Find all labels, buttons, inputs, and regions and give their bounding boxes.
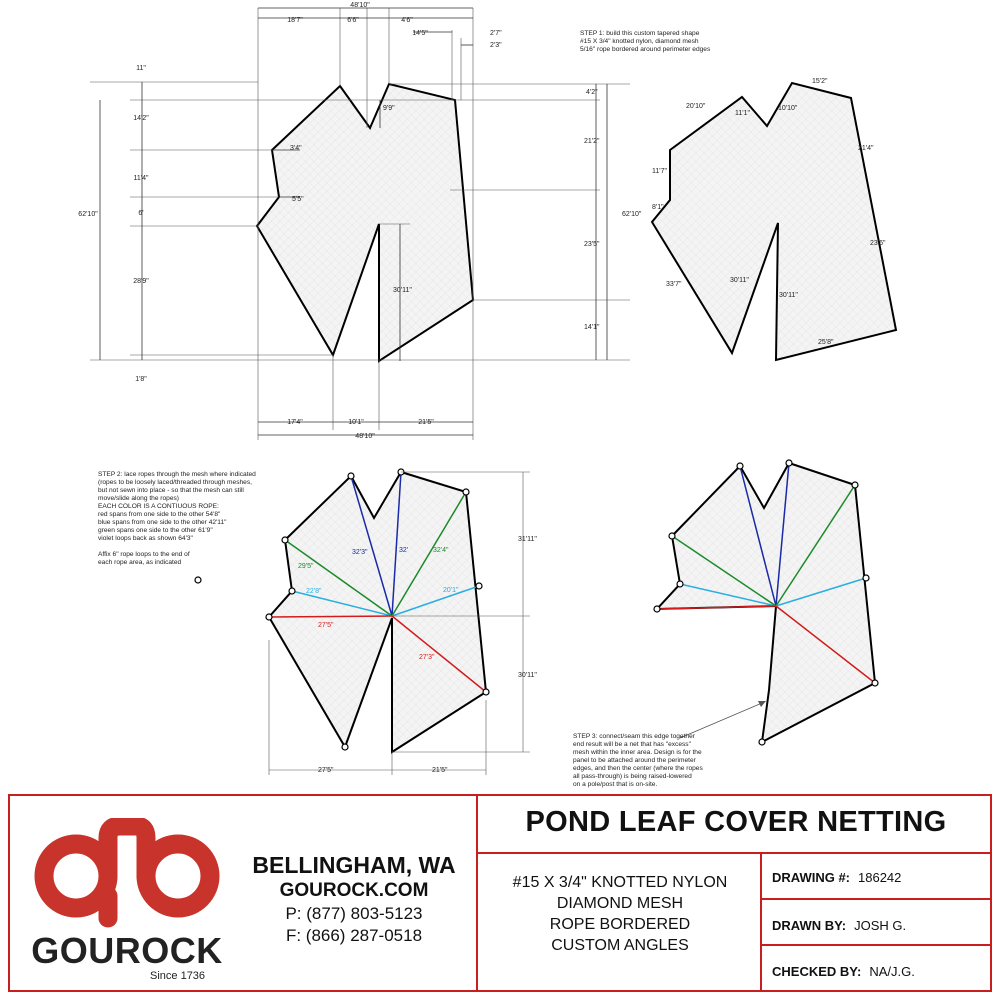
step3-note — [573, 733, 703, 789]
rope-length-label: 32'3" — [352, 549, 368, 556]
red-rope — [269, 616, 392, 617]
dim-notch: 9'9" — [383, 105, 395, 112]
dim-right-a: 4'2" — [586, 89, 598, 96]
dim-bottom-b: 10'1" — [348, 419, 364, 426]
step-line: end result will be a net that has "excess" — [573, 741, 691, 748]
rope-loop-icon — [282, 537, 288, 543]
dim-left-f: 1'8" — [135, 376, 147, 383]
checked-by-value: NA/J.G. — [869, 964, 915, 979]
dim-inset-b: 5'5" — [292, 196, 304, 203]
checked-by-field — [772, 964, 915, 979]
edge-label: 23'6" — [870, 240, 886, 247]
logo-wordmark: GOUROCK — [31, 930, 223, 971]
step-line: but not sewn into place - so that the mesh can still — [98, 487, 244, 494]
rope-loop-icon — [669, 533, 675, 539]
dim-left-b: 14'2" — [133, 115, 149, 122]
rope-dim-label: 30'11" — [518, 672, 537, 679]
logo-since: Since 1736 — [150, 970, 206, 982]
step-line: each rope area, as indicated — [98, 559, 182, 566]
rope-loop-icon — [654, 606, 660, 612]
step-line: violet loops back as shown 64'3" — [98, 535, 193, 542]
edge-label: 33'7" — [666, 281, 682, 288]
rope-length-label: 27'5" — [318, 622, 334, 629]
edge-label: 10'10" — [778, 105, 798, 112]
rope-loop-icon — [342, 744, 348, 750]
step-line: mesh within the inner area. Design is for the — [573, 749, 702, 756]
dim-left-a: 11" — [136, 65, 146, 72]
dim-top-b: 6'6" — [347, 17, 359, 24]
dim-top-f: 2'3" — [490, 42, 502, 49]
step1-note — [580, 30, 710, 54]
dimensioned-shape-figure — [78, 0, 642, 440]
rope-loop-icon — [348, 473, 354, 479]
step-line — [98, 543, 256, 551]
step-line: (ropes to be loosely laced/threaded through meshes, — [98, 479, 252, 486]
drawing-number-label: DRAWING #: — [772, 870, 850, 885]
dim-right-c: 23'5" — [584, 241, 600, 248]
step-line: edges, and then the center (where the ropes — [573, 765, 703, 772]
drawn-by-field — [772, 918, 906, 933]
spec-line: DIAMOND MESH — [556, 895, 684, 912]
rope-length-label: 22'8" — [306, 588, 322, 595]
spec-line: CUSTOM ANGLES — [551, 937, 689, 954]
rope-loop-icon — [872, 680, 878, 686]
step-line: on a pole/post that is on-site. — [573, 781, 658, 788]
step-line: Affix 6" rope loops to the end of — [98, 551, 190, 558]
dim-right-d: 14'1" — [584, 324, 600, 331]
drawing-number-value: 186242 — [858, 870, 902, 885]
rope-length-label: 32'4" — [433, 547, 449, 554]
dim-top-d: 14'5" — [412, 30, 428, 37]
dim-left-e: 28'9" — [133, 278, 149, 285]
dim-bottom-overall: 48'10" — [355, 433, 375, 440]
step-line: green spans one side to the other 61'9" — [98, 527, 213, 534]
rope-dim-label: 31'11" — [518, 536, 537, 543]
company-website[interactable]: GOUROCK.COM — [279, 880, 429, 901]
rope-length-label: 27'3" — [419, 654, 435, 661]
rope-loop-legend-icon — [195, 577, 201, 583]
rope-loop-icon — [677, 581, 683, 587]
dim-inset-a: 3'4" — [290, 145, 302, 152]
rope-dim-label: 21'5" — [432, 767, 448, 774]
net-panel-edges — [652, 83, 896, 360]
step-line: red spans from one side to the other 54'8" — [98, 511, 221, 518]
step2-note — [98, 471, 256, 567]
rope-loop-icon — [786, 460, 792, 466]
step-line: EACH COLOR IS A CONTIUOUS ROPE: — [98, 503, 219, 510]
step-line: panel to be attached around the perimeter — [573, 757, 696, 764]
dim-right-overall: 62'10" — [622, 211, 642, 218]
company-city: BELLINGHAM, WA — [252, 852, 456, 878]
gourock-logo-icon — [24, 818, 230, 928]
rope-loop-icon — [759, 739, 765, 745]
edge-label: 30'11" — [779, 292, 798, 299]
step-line: STEP 1: build this custom tapered shape — [580, 30, 700, 37]
dim-left-overall: 62'10" — [78, 211, 98, 218]
edge-label: 15'2" — [812, 78, 828, 85]
step-line: all pass-through) is being raised-lowered — [573, 773, 692, 780]
dim-left-d: 6' — [138, 210, 144, 217]
dim-left-c: 11'4" — [133, 175, 149, 182]
step-line: move/slide along the ropes) — [98, 495, 180, 502]
step-line: STEP 2: lace ropes through the mesh where indicated — [98, 471, 256, 478]
rope-length-label: 20'1" — [443, 587, 459, 594]
rope-loop-icon — [476, 583, 482, 589]
dim-right-b: 21'2" — [584, 138, 600, 145]
step-line: #15 X 3/4" knotted nylon, diamond mesh — [580, 38, 699, 45]
edge-label: 20'10" — [686, 103, 706, 110]
dim-slit: 30'11" — [393, 287, 412, 294]
rope-loop-icon — [852, 482, 858, 488]
rope-loop-icon — [289, 588, 295, 594]
rope-loop-icon — [463, 489, 469, 495]
edge-label: 8'1" — [652, 204, 664, 211]
company-fax: F: (866) 287-0518 — [285, 926, 423, 945]
spec-line: ROPE BORDERED — [549, 916, 691, 933]
checked-by-label: CHECKED BY: — [772, 964, 862, 979]
rope-length-label: 32' — [399, 547, 409, 554]
product-spec — [480, 872, 760, 956]
rope-loop-icon — [863, 575, 869, 581]
dim-top-overall: 48'10" — [350, 2, 370, 9]
net-panel-dimensioned — [257, 84, 473, 361]
edge-label: 21'4" — [858, 145, 874, 152]
step-line: blue spans from one side to the other 42'11" — [98, 519, 227, 526]
rope-loop-icon — [737, 463, 743, 469]
company-phone: P: (877) 803-5123 — [285, 904, 423, 923]
rope-loop-icon — [483, 689, 489, 695]
step-line: 5/16" rope bordered around perimeter edges — [580, 46, 711, 53]
drawn-by-label: DRAWN BY: — [772, 918, 847, 933]
edge-label: 25'8" — [818, 339, 834, 346]
spec-line: #15 X 3/4" KNOTTED NYLON — [512, 874, 728, 891]
dim-top-e: 2'7" — [490, 30, 502, 37]
title-block — [8, 794, 992, 992]
assembled-net-figure — [654, 460, 878, 745]
rope-length-label: 29'5" — [298, 563, 314, 570]
edge-label: 11'1" — [735, 110, 750, 117]
edge-length-figure — [652, 78, 896, 360]
drawn-by-value: JOSH G. — [854, 918, 907, 933]
rope-dim-label: 27'5" — [318, 767, 334, 774]
dim-top-a: 18'7" — [287, 17, 303, 24]
rope-loop-icon — [266, 614, 272, 620]
drawing-number-field — [772, 870, 901, 885]
drawing-title: POND LEAF COVER NETTING — [525, 806, 947, 838]
step-line: STEP 3: connect/seam this edge together — [573, 733, 695, 740]
dim-bottom-a: 17'4" — [287, 419, 303, 426]
dim-bottom-c: 21'5" — [418, 419, 434, 426]
dim-top-c: 4'6" — [401, 17, 413, 24]
edge-label: 11'7" — [652, 168, 667, 175]
edge-label: 30'11" — [730, 277, 749, 284]
